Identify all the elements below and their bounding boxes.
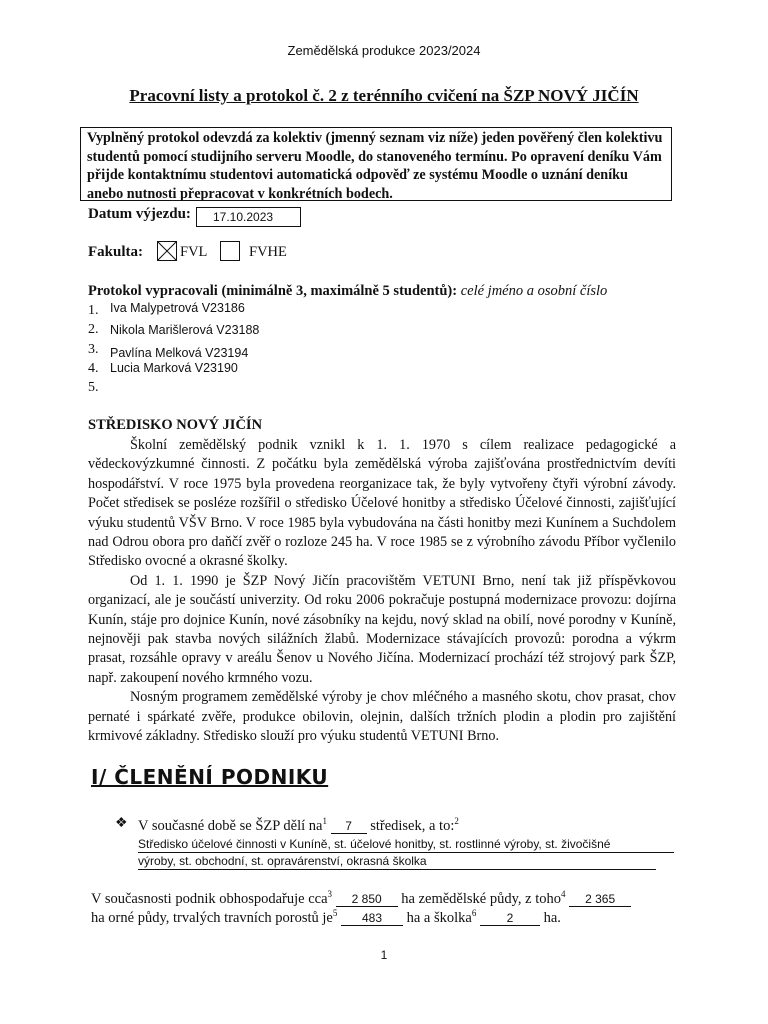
nursery-field[interactable]: 2: [480, 911, 540, 926]
question-2-text: ha.: [543, 909, 561, 926]
centers-answer-field[interactable]: [138, 836, 674, 870]
question-2-line-1: [91, 889, 631, 908]
student-entry-1[interactable]: Iva Malypetrová V23186: [110, 301, 245, 315]
diamond-bullet-icon: ❖: [115, 816, 128, 831]
student-entry-4[interactable]: Lucia Marková V23190: [110, 361, 238, 375]
question-2-text: ha orné půdy, trvalých travních porostů je: [91, 909, 333, 926]
question-1-text: V současné době se ŠZP dělí na: [138, 817, 323, 834]
answer-line: výroby, st. obchodní, st. opravárenství, okrasná školka: [138, 853, 656, 870]
question-2-text: V současnosti podnik obhospodařuje cca: [91, 890, 328, 907]
answer-line: Středisko účelové činnosti v Kuníně, st. účelové honitby, st. rostlinné výroby, st. živočišné: [138, 836, 674, 853]
chapter-title: I/ ČLENĚNÍ PODNIKU: [91, 765, 329, 789]
student-number-3: 3.: [88, 342, 99, 357]
center-count-field[interactable]: 7: [331, 819, 367, 834]
agricultural-land-field[interactable]: 2 850: [336, 892, 398, 907]
checkbox-fvl[interactable]: [157, 241, 177, 261]
section-title: STŘEDISKO NOVÝ JIČÍN: [88, 417, 263, 433]
protocol-label-text: Protokol vypracovali (minimálně 3, maximálně 5 studentů):: [88, 283, 458, 299]
page-number: 1: [380, 948, 388, 962]
footnote-marker: 3: [327, 889, 333, 899]
instruction-box: Vyplněný protokol odevzdá za kolektiv (jmenný seznam viz níže) jeden pověřený člen kolektivu studentů pomocí studijního serveru Moodle, do stanoveného termínu. Po opravení deníku Vám přijde kontaktnímu studentovi automatická odpověď ze systému Moodle o uznání deníku anebo nutnosti přepracovat v konkrétních bodech.: [80, 127, 672, 201]
checkbox-fvhe[interactable]: [220, 241, 240, 261]
paragraph: Nosným programem zemědělské výroby je chov mléčného a masného skotu, chov prasat, chov pernaté i spárkaté zvěře, produkce obilovin, olejnin, dalších tržních plodin a plodin pro zajištění krmivové základny. Středisko slouží pro výuku studentů VETUNI Brno.: [88, 689, 676, 745]
question-2-text: ha a školka: [406, 909, 472, 926]
paragraph: Školní zemědělský podnik vznikl k 1. 1. 1970 s cílem realizace pedagogické a vědeckovýzkumné činnosti. Z počátku byla zemědělská výroba zajišťována prostřednictvím devíti hospodářství. V roce 1975 byla provedena reorganizace tak, že byly vytvořeny čtyři výrobní závody. Počet středisek se posléze rozšířil o středisko Účelové honitby a středisko Účelové činnosti, zajišťující výuku studentů VŠV Brno. V roce 1985 byla vybudována na části honitby mezi Kunínem a Suchdolem nad Odrou obora pro daňčí zvěř o rozloze 245 ha. V roce 1985 se z výrobního závodu Příbor vyčlenilo Středisko ovocné a okrasné školky.: [88, 437, 676, 570]
date-field[interactable]: 17.10.2023: [196, 207, 301, 227]
question-1: [138, 816, 459, 835]
footnote-marker: 6: [471, 908, 477, 918]
grassland-field[interactable]: 483: [341, 911, 403, 926]
section-body: [88, 436, 676, 747]
footnote-marker: 4: [561, 889, 566, 899]
footnote-marker: 2: [454, 816, 459, 826]
student-entry-3[interactable]: Pavlína Melková V23194: [110, 346, 249, 360]
arable-land-field[interactable]: 2 365: [569, 892, 631, 907]
document-header: Zemědělská produkce 2023/2024: [287, 43, 481, 58]
student-number-1: 1.: [88, 303, 99, 318]
page-title: Pracovní listy a protokol č. 2 z terénního cvičení na ŠZP NOVÝ JIČÍN: [129, 86, 639, 105]
checkmark-x-icon: [158, 242, 176, 260]
question-1-text-end: středisek, a to:: [370, 817, 455, 834]
student-number-4: 4.: [88, 361, 99, 376]
student-number-2: 2.: [88, 322, 99, 337]
question-2-line-2: [91, 908, 561, 927]
student-entry-2[interactable]: Nikola Marišlerová V23188: [110, 323, 260, 337]
footnote-marker: 1: [322, 816, 327, 826]
protocol-hint: celé jméno a osobní číslo: [460, 283, 608, 299]
faculty-option-fvl: FVL: [180, 244, 208, 260]
protocol-label: [88, 283, 607, 300]
footnote-marker: 5: [332, 908, 338, 918]
question-2-text: ha zemědělské půdy, z toho: [401, 890, 561, 907]
date-label: Datum výjezdu:: [88, 206, 191, 222]
student-number-5: 5.: [88, 380, 99, 395]
faculty-label: Fakulta:: [88, 244, 144, 260]
paragraph: Od 1. 1. 1990 je ŠZP Nový Jičín pracovištěm VETUNI Brno, není tak již příspěvkovou organizací, ale je součástí univerzity. Od roku 2006 pokračuje postupná modernizace provozu: dojírna Kunín, stáje pro dojnice Kunín, nové zásobníky na kejdu, nový sklad na obilí, nové porodny v Kuníně, nejnověji pak stavba nových silážních žlabů. Modernizace stávajících provozů: porodna a výkrm prasat, rozsáhle opravy v areálu Šenov u Nového Jičína. Modernizací prochází též strojový park ŠZP, např. zakoupení nového krmného vozu.: [88, 572, 676, 686]
faculty-option-fvhe: FVHE: [249, 244, 287, 260]
